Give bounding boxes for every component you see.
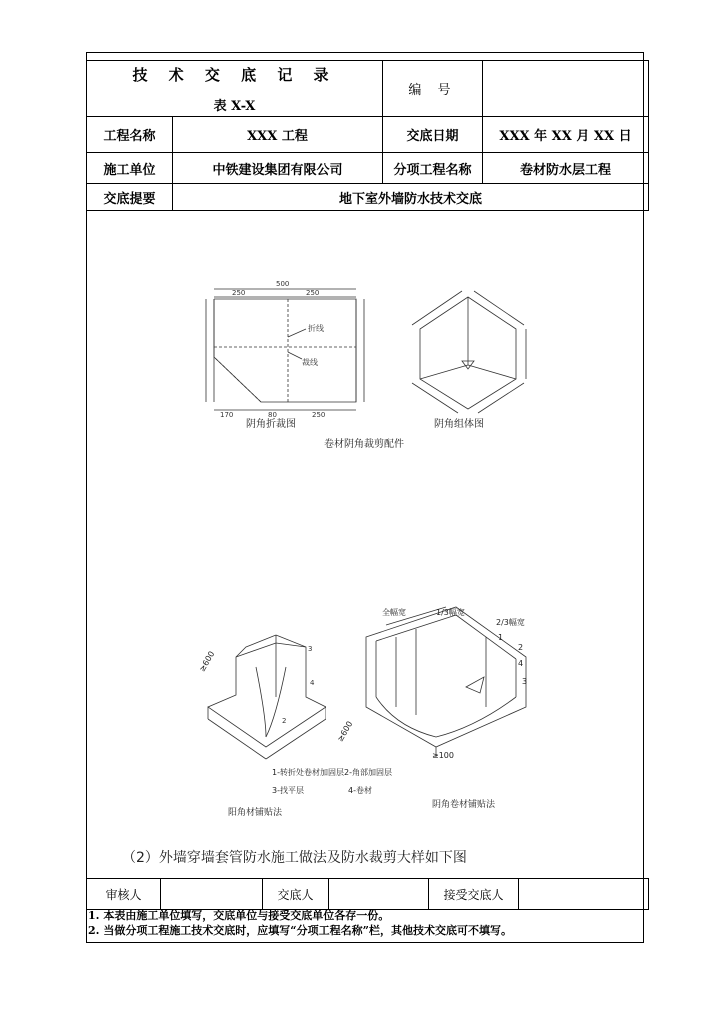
legend-4: 4-卷材 <box>348 786 372 795</box>
full-width-label: 全幅宽 <box>382 608 406 617</box>
number-value <box>483 61 649 117</box>
disclosure-sheet <box>86 52 644 943</box>
project-name-label: 工程名称 <box>87 117 173 153</box>
callout-3: 3 <box>522 677 528 686</box>
section-paragraph: （2）外墙穿墙套管防水施工做法及防水裁剪大样如下图 <box>122 850 467 866</box>
header-table <box>86 60 649 211</box>
fold-cut-caption: 阴角折裁图 <box>246 419 296 430</box>
svg-text:250: 250 <box>232 289 246 297</box>
note-2: 2. 当做分项工程施工技术交底时，应填写“分项工程名称”栏，其他技术交底可不填写。 <box>88 924 512 937</box>
page-title: 技 术 交 底 记 录 <box>132 65 337 84</box>
callout-4: 4 <box>518 659 524 668</box>
svg-text:2: 2 <box>282 717 287 725</box>
unit-value: 中铁建设集团有限公司 <box>173 153 383 184</box>
svg-text:80: 80 <box>268 411 277 417</box>
drawing-area <box>86 267 644 887</box>
subproject-label: 分项工程名称 <box>383 153 483 184</box>
two-third-width-label: 2/3幅宽 <box>496 618 525 627</box>
project-name-value: XXX 工程 <box>173 117 383 153</box>
receiver-field[interactable] <box>519 879 649 910</box>
callout-1: 1 <box>498 633 504 642</box>
svg-text:裁线: 裁线 <box>302 358 318 367</box>
svg-text:250: 250 <box>312 411 326 417</box>
title-cell <box>87 61 383 117</box>
summary-value: 地下室外墙防水技术交底 <box>173 184 649 211</box>
receiver-label: 接受交底人 <box>429 879 519 910</box>
svg-text:3: 3 <box>308 645 313 653</box>
internal-dim-600: ≥600 <box>335 719 355 744</box>
internal-caption: 阴角卷材铺贴法 <box>432 800 496 810</box>
assembly-diagram <box>398 287 538 417</box>
reviewer-field[interactable] <box>161 879 263 910</box>
svg-text:500: 500 <box>276 280 290 288</box>
signature-table <box>86 878 649 910</box>
note-1: 1. 本表由施工单位填写，交底单位与接受交底单位各存一份。 <box>88 909 390 922</box>
date-value: XXX 年 XX 月 XX 日 <box>483 117 649 153</box>
date-label: 交底日期 <box>383 117 483 153</box>
legend-2: 2-角部加固层 <box>344 768 392 777</box>
number-label: 编 号 <box>383 61 483 117</box>
internal-dim-100: ≥100 <box>432 751 454 760</box>
reviewer-label: 审核人 <box>87 879 161 910</box>
discloser-field[interactable] <box>329 879 429 910</box>
external-corner-diagram <box>206 627 326 767</box>
subproject-value: 卷材防水层工程 <box>483 153 649 184</box>
svg-text:170: 170 <box>220 411 234 417</box>
assembly-caption: 阴角组体图 <box>434 419 484 430</box>
third-width-label: 1/3幅宽 <box>436 608 465 617</box>
summary-label: 交底提要 <box>87 184 173 211</box>
legend-3: 3-找平层 <box>272 786 304 795</box>
external-caption: 阳角材铺贴法 <box>228 808 283 818</box>
notes <box>86 908 642 938</box>
legend-1: 1-转折处卷材加固层 <box>272 768 344 777</box>
callout-2: 2 <box>518 643 524 652</box>
svg-text:折线: 折线 <box>308 324 324 333</box>
discloser-label: 交底人 <box>263 879 329 910</box>
external-dim-600: ≥600 <box>197 649 217 674</box>
fold-cut-diagram <box>196 277 376 417</box>
unit-label: 施工单位 <box>87 153 173 184</box>
page-subtitle: 表 X-X <box>213 98 256 114</box>
cut-parts-caption: 卷材阴角裁剪配件 <box>324 439 404 450</box>
svg-text:250: 250 <box>306 289 320 297</box>
svg-text:4: 4 <box>310 679 315 687</box>
